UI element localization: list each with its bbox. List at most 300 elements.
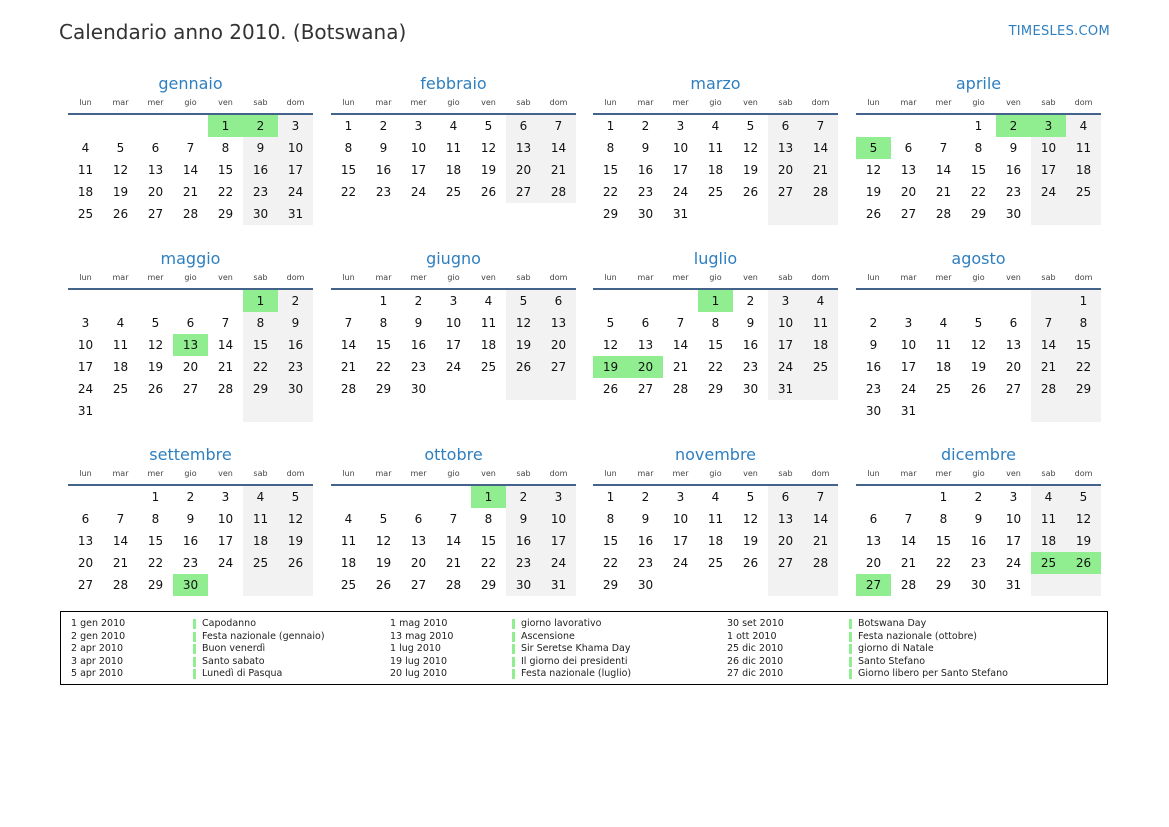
day-cell[interactable]: 26 <box>742 185 759 199</box>
day-cell[interactable]: 8 <box>1066 312 1101 334</box>
holiday-day-cell[interactable]: 1 <box>698 290 733 312</box>
day-cell[interactable]: 17 <box>1005 534 1022 548</box>
day-cell[interactable]: 16 <box>637 163 654 177</box>
day-cell[interactable]: 26 <box>112 207 129 221</box>
day-cell[interactable]: 23 <box>1005 185 1022 199</box>
day-cell[interactable]: 24 <box>1005 556 1022 570</box>
day-cell[interactable]: 14 <box>182 163 199 177</box>
day-cell[interactable]: 11 <box>445 141 462 155</box>
day-cell[interactable]: 2 <box>869 316 878 330</box>
day-cell[interactable]: 26 <box>602 382 619 396</box>
day-cell[interactable]: 7 <box>221 316 230 330</box>
day-cell[interactable]: 4 <box>1066 115 1101 137</box>
day-cell[interactable]: 9 <box>641 512 650 526</box>
day-cell[interactable]: 24 <box>217 556 234 570</box>
day-cell[interactable]: 16 <box>742 338 759 352</box>
day-cell[interactable]: 7 <box>449 512 458 526</box>
day-cell[interactable]: 11 <box>112 338 129 352</box>
day-cell[interactable]: 10 <box>1005 512 1022 526</box>
day-cell[interactable]: 2 <box>506 486 541 508</box>
day-cell[interactable]: 8 <box>974 141 983 155</box>
day-cell[interactable]: 23 <box>243 181 278 203</box>
day-cell[interactable]: 16 <box>410 338 427 352</box>
day-cell[interactable]: 20 <box>541 334 576 356</box>
day-cell[interactable]: 11 <box>707 141 724 155</box>
day-cell[interactable]: 13 <box>1005 338 1022 352</box>
day-cell[interactable]: 22 <box>375 360 392 374</box>
day-cell[interactable]: 13 <box>77 534 94 548</box>
day-cell[interactable]: 11 <box>340 534 357 548</box>
day-cell[interactable]: 5 <box>746 119 755 133</box>
day-cell[interactable]: 31 <box>77 404 94 418</box>
day-cell[interactable]: 15 <box>602 534 619 548</box>
day-cell[interactable]: 17 <box>77 360 94 374</box>
day-cell[interactable]: 19 <box>742 163 759 177</box>
holiday-day-cell[interactable]: 1 <box>243 290 278 312</box>
day-cell[interactable]: 9 <box>641 141 650 155</box>
day-cell[interactable]: 29 <box>707 382 724 396</box>
day-cell[interactable]: 16 <box>970 534 987 548</box>
day-cell[interactable]: 3 <box>1009 490 1018 504</box>
day-cell[interactable]: 30 <box>410 382 427 396</box>
day-cell[interactable]: 29 <box>480 578 497 592</box>
day-cell[interactable]: 23 <box>970 556 987 570</box>
day-cell[interactable]: 22 <box>935 556 952 570</box>
day-cell[interactable]: 16 <box>243 159 278 181</box>
day-cell[interactable]: 5 <box>1066 486 1101 508</box>
day-cell[interactable]: 17 <box>410 163 427 177</box>
day-cell[interactable]: 22 <box>602 556 619 570</box>
day-cell[interactable]: 22 <box>602 185 619 199</box>
day-cell[interactable]: 5 <box>484 119 493 133</box>
day-cell[interactable]: 17 <box>1031 159 1066 181</box>
day-cell[interactable]: 4 <box>711 119 720 133</box>
day-cell[interactable]: 18 <box>445 163 462 177</box>
day-cell[interactable]: 25 <box>340 578 357 592</box>
day-cell[interactable]: 19 <box>278 530 313 552</box>
day-cell[interactable]: 21 <box>803 530 838 552</box>
day-cell[interactable]: 4 <box>243 486 278 508</box>
day-cell[interactable]: 21 <box>445 556 462 570</box>
day-cell[interactable]: 28 <box>803 552 838 574</box>
holiday-day-cell[interactable]: 27 <box>856 574 891 596</box>
day-cell[interactable]: 16 <box>375 163 392 177</box>
day-cell[interactable]: 3 <box>221 490 230 504</box>
holiday-day-cell[interactable]: 1 <box>471 486 506 508</box>
day-cell[interactable]: 31 <box>278 203 313 225</box>
day-cell[interactable]: 23 <box>506 552 541 574</box>
day-cell[interactable]: 28 <box>182 207 199 221</box>
day-cell[interactable]: 5 <box>278 486 313 508</box>
day-cell[interactable]: 24 <box>672 556 689 570</box>
holiday-day-cell[interactable]: 2 <box>243 115 278 137</box>
day-cell[interactable]: 6 <box>869 512 878 526</box>
day-cell[interactable]: 12 <box>970 338 987 352</box>
day-cell[interactable]: 4 <box>803 290 838 312</box>
day-cell[interactable]: 29 <box>147 578 164 592</box>
day-cell[interactable]: 7 <box>1031 312 1066 334</box>
day-cell[interactable]: 24 <box>768 356 803 378</box>
day-cell[interactable]: 3 <box>676 490 685 504</box>
day-cell[interactable]: 1 <box>1066 290 1101 312</box>
day-cell[interactable]: 29 <box>375 382 392 396</box>
day-cell[interactable]: 8 <box>711 316 720 330</box>
day-cell[interactable]: 14 <box>445 534 462 548</box>
day-cell[interactable]: 11 <box>243 508 278 530</box>
day-cell[interactable]: 30 <box>970 578 987 592</box>
day-cell[interactable]: 26 <box>480 185 497 199</box>
day-cell[interactable]: 8 <box>606 141 615 155</box>
day-cell[interactable]: 28 <box>445 578 462 592</box>
day-cell[interactable]: 15 <box>935 534 952 548</box>
day-cell[interactable]: 30 <box>742 382 759 396</box>
day-cell[interactable]: 10 <box>768 312 803 334</box>
day-cell[interactable]: 1 <box>151 490 160 504</box>
day-cell[interactable]: 26 <box>506 356 541 378</box>
day-cell[interactable]: 14 <box>1031 334 1066 356</box>
day-cell[interactable]: 8 <box>939 512 948 526</box>
day-cell[interactable]: 31 <box>672 207 689 221</box>
day-cell[interactable]: 21 <box>217 360 234 374</box>
day-cell[interactable]: 14 <box>803 508 838 530</box>
day-cell[interactable]: 25 <box>243 552 278 574</box>
day-cell[interactable]: 14 <box>340 338 357 352</box>
day-cell[interactable]: 7 <box>803 115 838 137</box>
day-cell[interactable]: 12 <box>147 338 164 352</box>
day-cell[interactable]: 7 <box>186 141 195 155</box>
day-cell[interactable]: 9 <box>243 137 278 159</box>
day-cell[interactable]: 8 <box>151 512 160 526</box>
day-cell[interactable]: 2 <box>186 490 195 504</box>
day-cell[interactable]: 17 <box>541 530 576 552</box>
day-cell[interactable]: 27 <box>506 181 541 203</box>
day-cell[interactable]: 23 <box>637 185 654 199</box>
day-cell[interactable]: 4 <box>939 316 948 330</box>
day-cell[interactable]: 21 <box>900 556 917 570</box>
day-cell[interactable]: 24 <box>900 382 917 396</box>
day-cell[interactable]: 10 <box>900 338 917 352</box>
day-cell[interactable]: 21 <box>935 185 952 199</box>
day-cell[interactable]: 6 <box>541 290 576 312</box>
day-cell[interactable]: 22 <box>480 556 497 570</box>
day-cell[interactable]: 28 <box>340 382 357 396</box>
day-cell[interactable]: 28 <box>900 578 917 592</box>
day-cell[interactable]: 15 <box>1066 334 1101 356</box>
day-cell[interactable]: 31 <box>541 574 576 596</box>
day-cell[interactable]: 5 <box>746 490 755 504</box>
day-cell[interactable]: 19 <box>147 360 164 374</box>
day-cell[interactable]: 17 <box>672 534 689 548</box>
day-cell[interactable]: 7 <box>116 512 125 526</box>
day-cell[interactable]: 25 <box>77 207 94 221</box>
day-cell[interactable]: 20 <box>1005 360 1022 374</box>
day-cell[interactable]: 12 <box>1066 508 1101 530</box>
day-cell[interactable]: 30 <box>637 578 654 592</box>
day-cell[interactable]: 5 <box>974 316 983 330</box>
day-cell[interactable]: 22 <box>217 185 234 199</box>
holiday-day-cell[interactable]: 13 <box>173 334 208 356</box>
day-cell[interactable]: 11 <box>803 312 838 334</box>
day-cell[interactable]: 25 <box>935 382 952 396</box>
day-cell[interactable]: 10 <box>217 512 234 526</box>
day-cell[interactable]: 4 <box>1031 486 1066 508</box>
day-cell[interactable]: 15 <box>340 163 357 177</box>
day-cell[interactable]: 18 <box>480 338 497 352</box>
day-cell[interactable]: 9 <box>278 312 313 334</box>
day-cell[interactable]: 12 <box>865 163 882 177</box>
day-cell[interactable]: 6 <box>186 316 195 330</box>
day-cell[interactable]: 25 <box>112 382 129 396</box>
day-cell[interactable]: 11 <box>480 316 497 330</box>
day-cell[interactable]: 5 <box>151 316 160 330</box>
holiday-day-cell[interactable]: 30 <box>173 574 208 596</box>
day-cell[interactable]: 9 <box>506 508 541 530</box>
day-cell[interactable]: 1 <box>606 119 615 133</box>
day-cell[interactable]: 27 <box>182 382 199 396</box>
day-cell[interactable]: 25 <box>445 185 462 199</box>
day-cell[interactable]: 12 <box>480 141 497 155</box>
day-cell[interactable]: 11 <box>1031 508 1066 530</box>
day-cell[interactable]: 10 <box>77 338 94 352</box>
holiday-day-cell[interactable]: 2 <box>996 115 1031 137</box>
day-cell[interactable]: 27 <box>147 207 164 221</box>
day-cell[interactable]: 27 <box>768 552 803 574</box>
day-cell[interactable]: 20 <box>768 159 803 181</box>
day-cell[interactable]: 16 <box>637 534 654 548</box>
day-cell[interactable]: 6 <box>768 115 803 137</box>
day-cell[interactable]: 20 <box>147 185 164 199</box>
day-cell[interactable]: 3 <box>278 115 313 137</box>
day-cell[interactable]: 4 <box>344 512 353 526</box>
day-cell[interactable]: 3 <box>414 119 423 133</box>
day-cell[interactable]: 23 <box>182 556 199 570</box>
day-cell[interactable]: 25 <box>1066 181 1101 203</box>
day-cell[interactable]: 12 <box>506 312 541 334</box>
day-cell[interactable]: 2 <box>414 294 423 308</box>
day-cell[interactable]: 8 <box>379 316 388 330</box>
day-cell[interactable]: 24 <box>77 382 94 396</box>
day-cell[interactable]: 25 <box>707 185 724 199</box>
day-cell[interactable]: 21 <box>112 556 129 570</box>
holiday-day-cell[interactable]: 25 <box>1031 552 1066 574</box>
day-cell[interactable]: 17 <box>217 534 234 548</box>
day-cell[interactable]: 29 <box>602 207 619 221</box>
day-cell[interactable]: 8 <box>344 141 353 155</box>
day-cell[interactable]: 13 <box>900 163 917 177</box>
day-cell[interactable]: 8 <box>606 512 615 526</box>
day-cell[interactable]: 9 <box>974 512 983 526</box>
day-cell[interactable]: 15 <box>970 163 987 177</box>
day-cell[interactable]: 15 <box>243 334 278 356</box>
day-cell[interactable]: 28 <box>672 382 689 396</box>
day-cell[interactable]: 13 <box>410 534 427 548</box>
day-cell[interactable]: 18 <box>1031 530 1066 552</box>
day-cell[interactable]: 13 <box>768 508 803 530</box>
day-cell[interactable]: 20 <box>182 360 199 374</box>
day-cell[interactable]: 11 <box>935 338 952 352</box>
day-cell[interactable]: 22 <box>243 356 278 378</box>
day-cell[interactable]: 17 <box>900 360 917 374</box>
day-cell[interactable]: 6 <box>506 115 541 137</box>
day-cell[interactable]: 16 <box>1005 163 1022 177</box>
day-cell[interactable]: 21 <box>1031 356 1066 378</box>
day-cell[interactable]: 4 <box>81 141 90 155</box>
day-cell[interactable]: 15 <box>147 534 164 548</box>
day-cell[interactable]: 17 <box>445 338 462 352</box>
day-cell[interactable]: 27 <box>637 382 654 396</box>
day-cell[interactable]: 3 <box>904 316 913 330</box>
day-cell[interactable]: 20 <box>865 556 882 570</box>
day-cell[interactable]: 7 <box>904 512 913 526</box>
day-cell[interactable]: 17 <box>672 163 689 177</box>
day-cell[interactable]: 24 <box>445 360 462 374</box>
day-cell[interactable]: 2 <box>278 290 313 312</box>
day-cell[interactable]: 4 <box>711 490 720 504</box>
day-cell[interactable]: 15 <box>602 163 619 177</box>
day-cell[interactable]: 10 <box>672 141 689 155</box>
day-cell[interactable]: 31 <box>1005 578 1022 592</box>
day-cell[interactable]: 7 <box>939 141 948 155</box>
day-cell[interactable]: 29 <box>602 578 619 592</box>
day-cell[interactable]: 6 <box>81 512 90 526</box>
day-cell[interactable]: 3 <box>768 290 803 312</box>
day-cell[interactable]: 18 <box>935 360 952 374</box>
day-cell[interactable]: 1 <box>606 490 615 504</box>
day-cell[interactable]: 18 <box>340 556 357 570</box>
day-cell[interactable]: 14 <box>217 338 234 352</box>
day-cell[interactable]: 30 <box>243 203 278 225</box>
day-cell[interactable]: 21 <box>182 185 199 199</box>
day-cell[interactable]: 18 <box>803 334 838 356</box>
day-cell[interactable]: 10 <box>672 512 689 526</box>
day-cell[interactable]: 22 <box>707 360 724 374</box>
day-cell[interactable]: 23 <box>637 556 654 570</box>
brand-logo[interactable]: TIMESLES.COM <box>1008 24 1110 39</box>
day-cell[interactable]: 12 <box>742 512 759 526</box>
day-cell[interactable]: 15 <box>480 534 497 548</box>
day-cell[interactable]: 11 <box>707 512 724 526</box>
day-cell[interactable]: 9 <box>414 316 423 330</box>
day-cell[interactable]: 29 <box>1066 378 1101 400</box>
day-cell[interactable]: 12 <box>602 338 619 352</box>
day-cell[interactable]: 30 <box>278 378 313 400</box>
day-cell[interactable]: 21 <box>541 159 576 181</box>
day-cell[interactable]: 15 <box>375 338 392 352</box>
day-cell[interactable]: 19 <box>375 556 392 570</box>
day-cell[interactable]: 15 <box>217 163 234 177</box>
day-cell[interactable]: 4 <box>484 294 493 308</box>
day-cell[interactable]: 10 <box>541 508 576 530</box>
day-cell[interactable]: 6 <box>1009 316 1018 330</box>
day-cell[interactable]: 29 <box>243 378 278 400</box>
day-cell[interactable]: 22 <box>147 556 164 570</box>
day-cell[interactable]: 22 <box>340 185 357 199</box>
day-cell[interactable]: 5 <box>116 141 125 155</box>
day-cell[interactable]: 19 <box>865 185 882 199</box>
day-cell[interactable]: 13 <box>541 312 576 334</box>
day-cell[interactable]: 4 <box>116 316 125 330</box>
day-cell[interactable]: 20 <box>900 185 917 199</box>
day-cell[interactable]: 10 <box>445 316 462 330</box>
day-cell[interactable]: 20 <box>506 159 541 181</box>
day-cell[interactable]: 9 <box>746 316 755 330</box>
day-cell[interactable]: 14 <box>112 534 129 548</box>
day-cell[interactable]: 2 <box>974 490 983 504</box>
day-cell[interactable]: 3 <box>81 316 90 330</box>
day-cell[interactable]: 25 <box>803 356 838 378</box>
day-cell[interactable]: 6 <box>641 316 650 330</box>
day-cell[interactable]: 19 <box>742 534 759 548</box>
day-cell[interactable]: 26 <box>970 382 987 396</box>
day-cell[interactable]: 27 <box>768 181 803 203</box>
day-cell[interactable]: 28 <box>935 207 952 221</box>
day-cell[interactable]: 29 <box>217 207 234 221</box>
day-cell[interactable]: 7 <box>676 316 685 330</box>
day-cell[interactable]: 16 <box>865 360 882 374</box>
day-cell[interactable]: 3 <box>449 294 458 308</box>
day-cell[interactable]: 15 <box>707 338 724 352</box>
day-cell[interactable]: 11 <box>77 163 94 177</box>
day-cell[interactable]: 30 <box>506 574 541 596</box>
day-cell[interactable]: 7 <box>344 316 353 330</box>
day-cell[interactable]: 30 <box>1005 207 1022 221</box>
day-cell[interactable]: 2 <box>746 294 755 308</box>
day-cell[interactable]: 2 <box>641 490 650 504</box>
day-cell[interactable]: 23 <box>375 185 392 199</box>
day-cell[interactable]: 1 <box>974 119 983 133</box>
day-cell[interactable]: 21 <box>340 360 357 374</box>
day-cell[interactable]: 6 <box>768 486 803 508</box>
day-cell[interactable]: 23 <box>865 382 882 396</box>
day-cell[interactable]: 18 <box>243 530 278 552</box>
day-cell[interactable]: 22 <box>1066 356 1101 378</box>
day-cell[interactable]: 14 <box>803 137 838 159</box>
day-cell[interactable]: 8 <box>221 141 230 155</box>
day-cell[interactable]: 27 <box>77 578 94 592</box>
day-cell[interactable]: 12 <box>112 163 129 177</box>
day-cell[interactable]: 6 <box>904 141 913 155</box>
day-cell[interactable]: 9 <box>186 512 195 526</box>
day-cell[interactable]: 19 <box>112 185 129 199</box>
day-cell[interactable]: 20 <box>410 556 427 570</box>
day-cell[interactable]: 8 <box>243 312 278 334</box>
day-cell[interactable]: 16 <box>278 334 313 356</box>
day-cell[interactable]: 28 <box>112 578 129 592</box>
day-cell[interactable]: 1 <box>939 490 948 504</box>
day-cell[interactable]: 28 <box>1031 378 1066 400</box>
day-cell[interactable]: 24 <box>278 181 313 203</box>
day-cell[interactable]: 4 <box>449 119 458 133</box>
day-cell[interactable]: 18 <box>707 163 724 177</box>
day-cell[interactable]: 21 <box>672 360 689 374</box>
holiday-day-cell[interactable]: 5 <box>856 137 891 159</box>
day-cell[interactable]: 10 <box>1031 137 1066 159</box>
day-cell[interactable]: 28 <box>541 181 576 203</box>
day-cell[interactable]: 13 <box>506 137 541 159</box>
holiday-day-cell[interactable]: 3 <box>1031 115 1066 137</box>
day-cell[interactable]: 18 <box>77 185 94 199</box>
day-cell[interactable]: 10 <box>410 141 427 155</box>
day-cell[interactable]: 18 <box>707 534 724 548</box>
day-cell[interactable]: 9 <box>869 338 878 352</box>
day-cell[interactable]: 31 <box>900 404 917 418</box>
day-cell[interactable]: 7 <box>541 115 576 137</box>
day-cell[interactable]: 24 <box>541 552 576 574</box>
day-cell[interactable]: 6 <box>151 141 160 155</box>
day-cell[interactable]: 25 <box>480 360 497 374</box>
day-cell[interactable]: 29 <box>970 207 987 221</box>
day-cell[interactable]: 17 <box>768 334 803 356</box>
